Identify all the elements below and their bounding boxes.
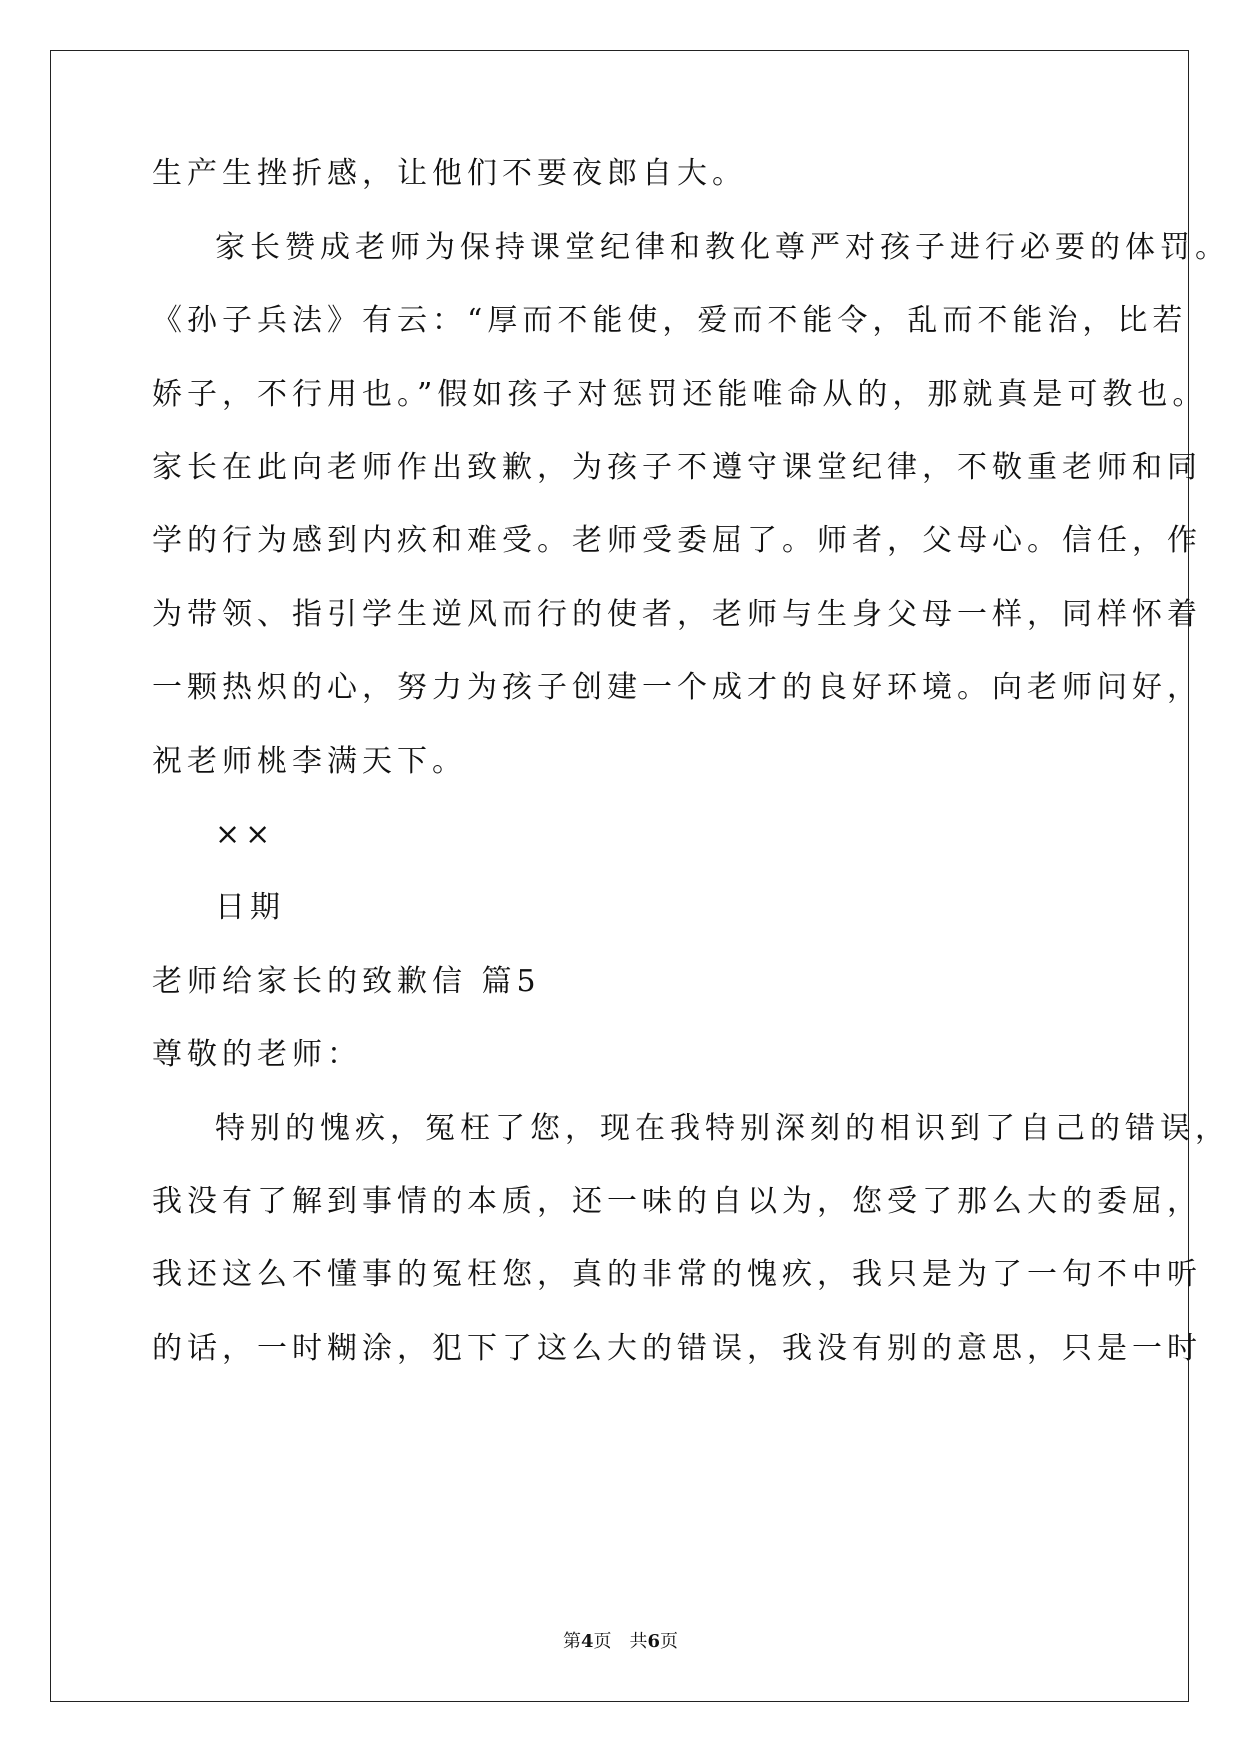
paragraph-line-13: 的话，一时糊涂，犯下了这么大的错误，我没有别的意思，只是一时 — [152, 1331, 1202, 1366]
footer-prefix: 第 — [562, 1631, 581, 1652]
total-page-number: 6 — [647, 1631, 661, 1652]
paragraph-line-9: 祝老师桃李满天下。 — [152, 744, 467, 779]
salutation-line: 尊敬的老师： — [152, 1037, 362, 1072]
paragraph-line-4: 娇子，不行用也。”假如孩子对惩罚还能唯命从的，那就真是可教也。 — [152, 377, 1208, 412]
paragraph-line-12: 我还这么不懂事的冤枉您，真的非常的愧疚，我只是为了一句不中听 — [152, 1257, 1202, 1292]
paragraph-line-6: 学的行为感到内疚和难受。老师受委屈了。师者，父母心。信任，作 — [152, 523, 1202, 558]
paragraph-line-5: 家长在此向老师作出致歉，为孩子不遵守课堂纪律，不敬重老师和同 — [152, 450, 1202, 485]
footer-page-suffix: 页 — [593, 1631, 612, 1652]
current-page-number: 4 — [580, 1631, 594, 1652]
footer-total-prefix: 共 — [629, 1631, 648, 1652]
footer-total-suffix: 页 — [660, 1631, 679, 1652]
signature-line: ×× — [215, 817, 276, 852]
paragraph-line-2: 家长赞成老师为保持课堂纪律和教化尊严对孩子进行必要的体罚。 — [215, 230, 1230, 265]
page-border — [50, 50, 1189, 1702]
section-heading: 老师给家长的致歉信 篇5 — [152, 964, 541, 999]
paragraph-line-7: 为带领、指引学生逆风而行的使者，老师与生身父母一样，同样怀着 — [152, 597, 1202, 632]
page-footer — [0, 1627, 1241, 1653]
paragraph-line-10: 特别的愧疚，冤枉了您，现在我特别深刻的相识到了自己的错误， — [215, 1111, 1230, 1146]
paragraph-line-3: 《孙子兵法》有云：“厚而不能使，爱而不能令，乱而不能治，比若 — [152, 303, 1188, 338]
date-line: 日期 — [215, 890, 285, 925]
paragraph-line-11: 我没有了解到事情的本质，还一味的自以为，您受了那么大的委屈， — [152, 1184, 1202, 1219]
paragraph-line-8: 一颗热炽的心，努力为孩子创建一个成才的良好环境。向老师问好， — [152, 670, 1202, 705]
paragraph-line-1: 生产生挫折感，让他们不要夜郎自大。 — [152, 156, 747, 191]
